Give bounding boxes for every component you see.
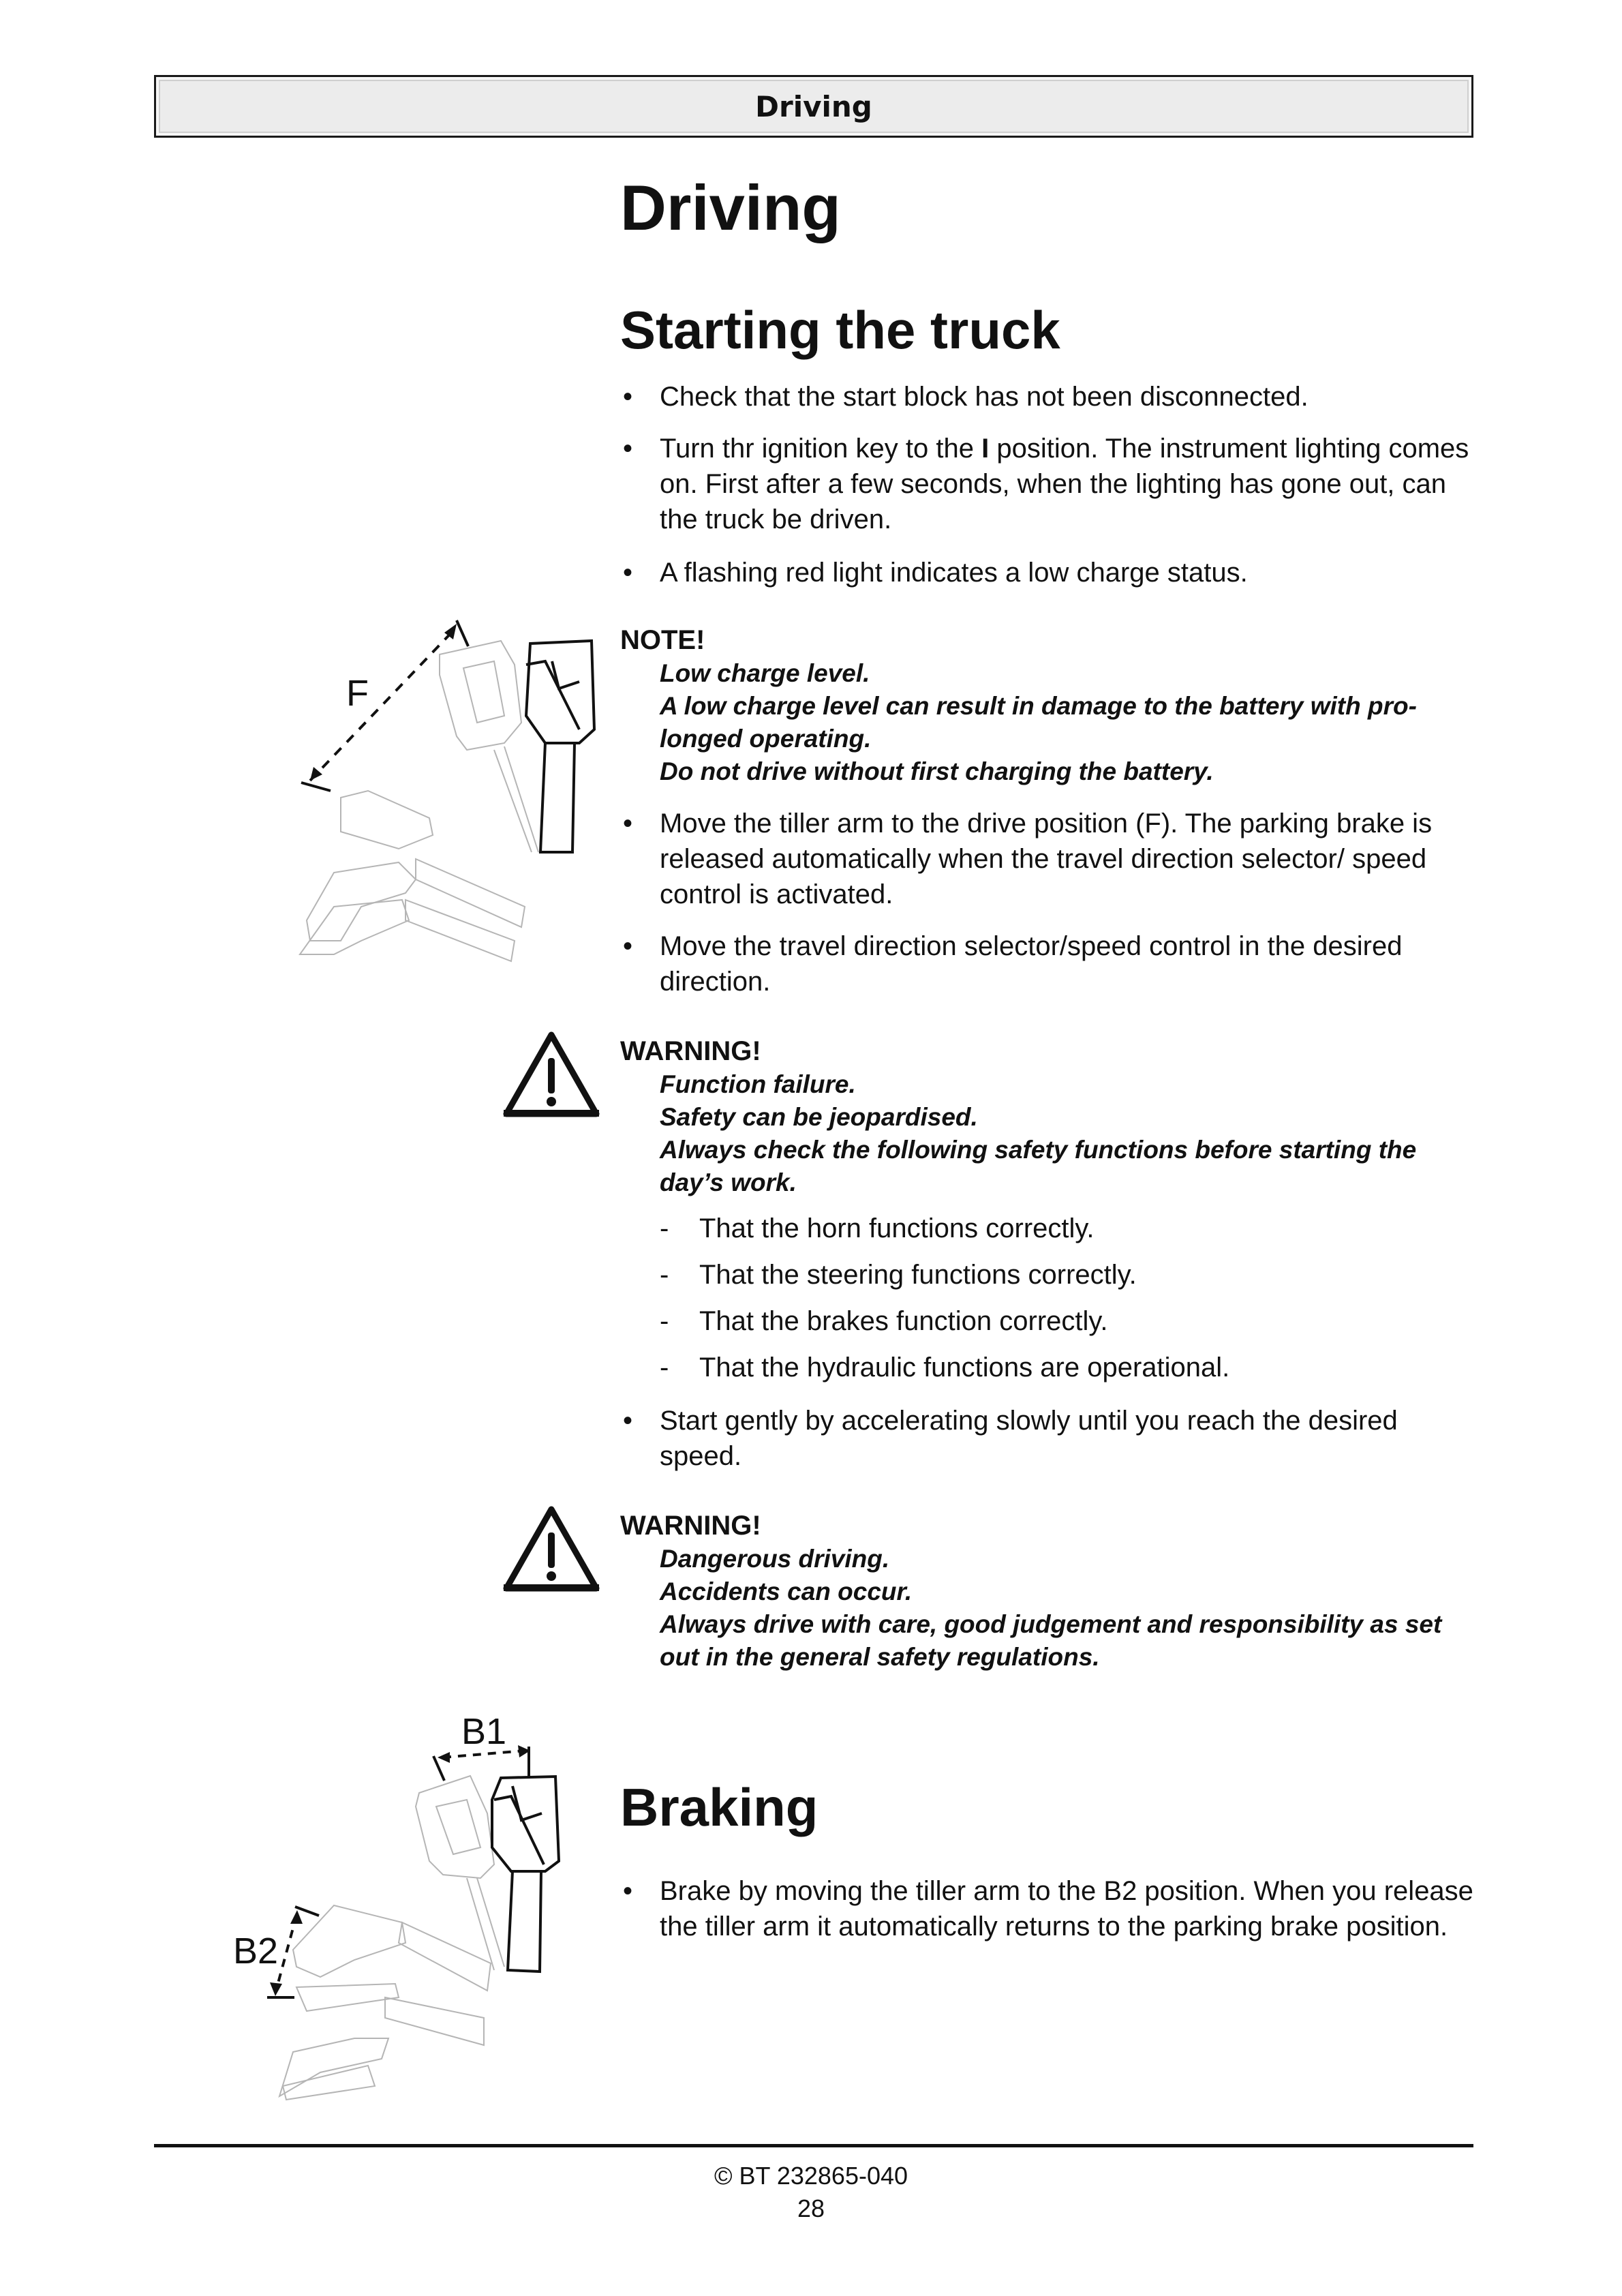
- check-text: That the brakes function correctly.: [699, 1306, 1108, 1336]
- warning-body: [660, 1068, 1484, 1199]
- bullet-text: Start gently by accelerating slowly until you reach the desired speed.: [660, 1406, 1398, 1471]
- brake-position-b2-label: B2: [233, 1931, 279, 1972]
- bullet-text: Check that the start block has not been disconnected.: [660, 382, 1309, 412]
- bullet-text: A flashing red light indicates a low charge status.: [660, 558, 1248, 588]
- warning-line: Dangerous driving.: [660, 1545, 890, 1573]
- drive-position-label: F: [346, 673, 369, 714]
- bullet-text-before: Turn thr ignition key to the: [660, 434, 982, 464]
- warning-line: Function failure.: [660, 1070, 856, 1098]
- warning-line: Safety can be jeopardised.: [660, 1103, 978, 1131]
- warning-line: Always check the following safety functions before starting the day’s work.: [660, 1136, 1417, 1196]
- list-item: [620, 1873, 1479, 1944]
- dash-icon: -: [660, 1260, 669, 1290]
- check-item: [660, 1303, 1478, 1339]
- note-line: Low charge level.: [660, 659, 870, 687]
- note-line: A low charge level can result in damage to the battery with pro-longed operating.: [660, 692, 1417, 753]
- note-body: [660, 657, 1484, 788]
- list-item: [620, 806, 1479, 912]
- warning-body: [660, 1543, 1484, 1674]
- page-title: Driving: [620, 172, 841, 243]
- dash-icon: -: [660, 1213, 669, 1243]
- check-text: That the hydraulic functions are operational.: [699, 1353, 1230, 1383]
- bullet-icon: •: [623, 1406, 633, 1436]
- bullet-text: Brake by moving the tiller arm to the B2 position. When you release the tiller arm it automatically returns to the parking brake position.: [660, 1876, 1473, 1942]
- bullet-icon: •: [623, 434, 633, 464]
- bullet-icon: •: [623, 382, 633, 412]
- check-item: [660, 1257, 1478, 1293]
- bullet-icon: •: [623, 1876, 633, 1906]
- tiller-arm-drive-position-illustration: [259, 600, 613, 982]
- bullet-icon: •: [623, 558, 633, 588]
- bullet-icon: •: [623, 809, 633, 839]
- list-item: [620, 555, 1479, 590]
- brake-position-b1-label: B1: [461, 1718, 507, 1752]
- list-item: [620, 379, 1479, 414]
- bullet-text: Move the tiller arm to the drive position (F). The parking brake is released automatically when the travel direction selector/ speed control is activated.: [660, 809, 1433, 909]
- page-number: 28: [797, 2194, 825, 2222]
- section-title-starting: Starting the truck: [620, 300, 1060, 360]
- note-title: NOTE!: [620, 625, 705, 655]
- warning-title: WARNING!: [620, 1036, 761, 1066]
- list-item: [620, 431, 1479, 537]
- footer-copyright: © BT 232865-040: [714, 2162, 908, 2190]
- tiller-arm-brake-position-illustration: [218, 1718, 613, 2127]
- bullet-icon: •: [623, 931, 633, 961]
- check-item: [660, 1350, 1478, 1385]
- warning-title: WARNING!: [620, 1511, 761, 1541]
- check-item: [660, 1211, 1478, 1246]
- warning-line: Always drive with care, good judgement and responsibility as set out in the general safety regulations.: [660, 1610, 1442, 1671]
- ignition-position-label: I: [981, 434, 990, 464]
- section-title-braking: Braking: [620, 1777, 818, 1837]
- warning-line: Accidents can occur.: [660, 1577, 913, 1605]
- section-header-bar: [154, 75, 1473, 138]
- warning-triangle-icon: [500, 1029, 603, 1121]
- footer-divider: [154, 2144, 1473, 2147]
- warning-triangle-icon: [500, 1504, 603, 1595]
- check-text: That the steering functions correctly.: [699, 1260, 1137, 1290]
- bullet-text-after: position. The instrument lighting comes on. First after a few seconds, when the lighting has gone out, can the truck be driven.: [660, 434, 1469, 534]
- list-item: [620, 928, 1479, 999]
- section-header-label: Driving: [755, 89, 872, 123]
- list-item: [620, 1403, 1479, 1474]
- check-text: That the horn functions correctly.: [699, 1213, 1095, 1243]
- bullet-text: Move the travel direction selector/speed control in the desired direction.: [660, 931, 1403, 997]
- note-line: Do not drive without first charging the battery.: [660, 757, 1214, 785]
- dash-icon: -: [660, 1353, 669, 1383]
- dash-icon: -: [660, 1306, 669, 1336]
